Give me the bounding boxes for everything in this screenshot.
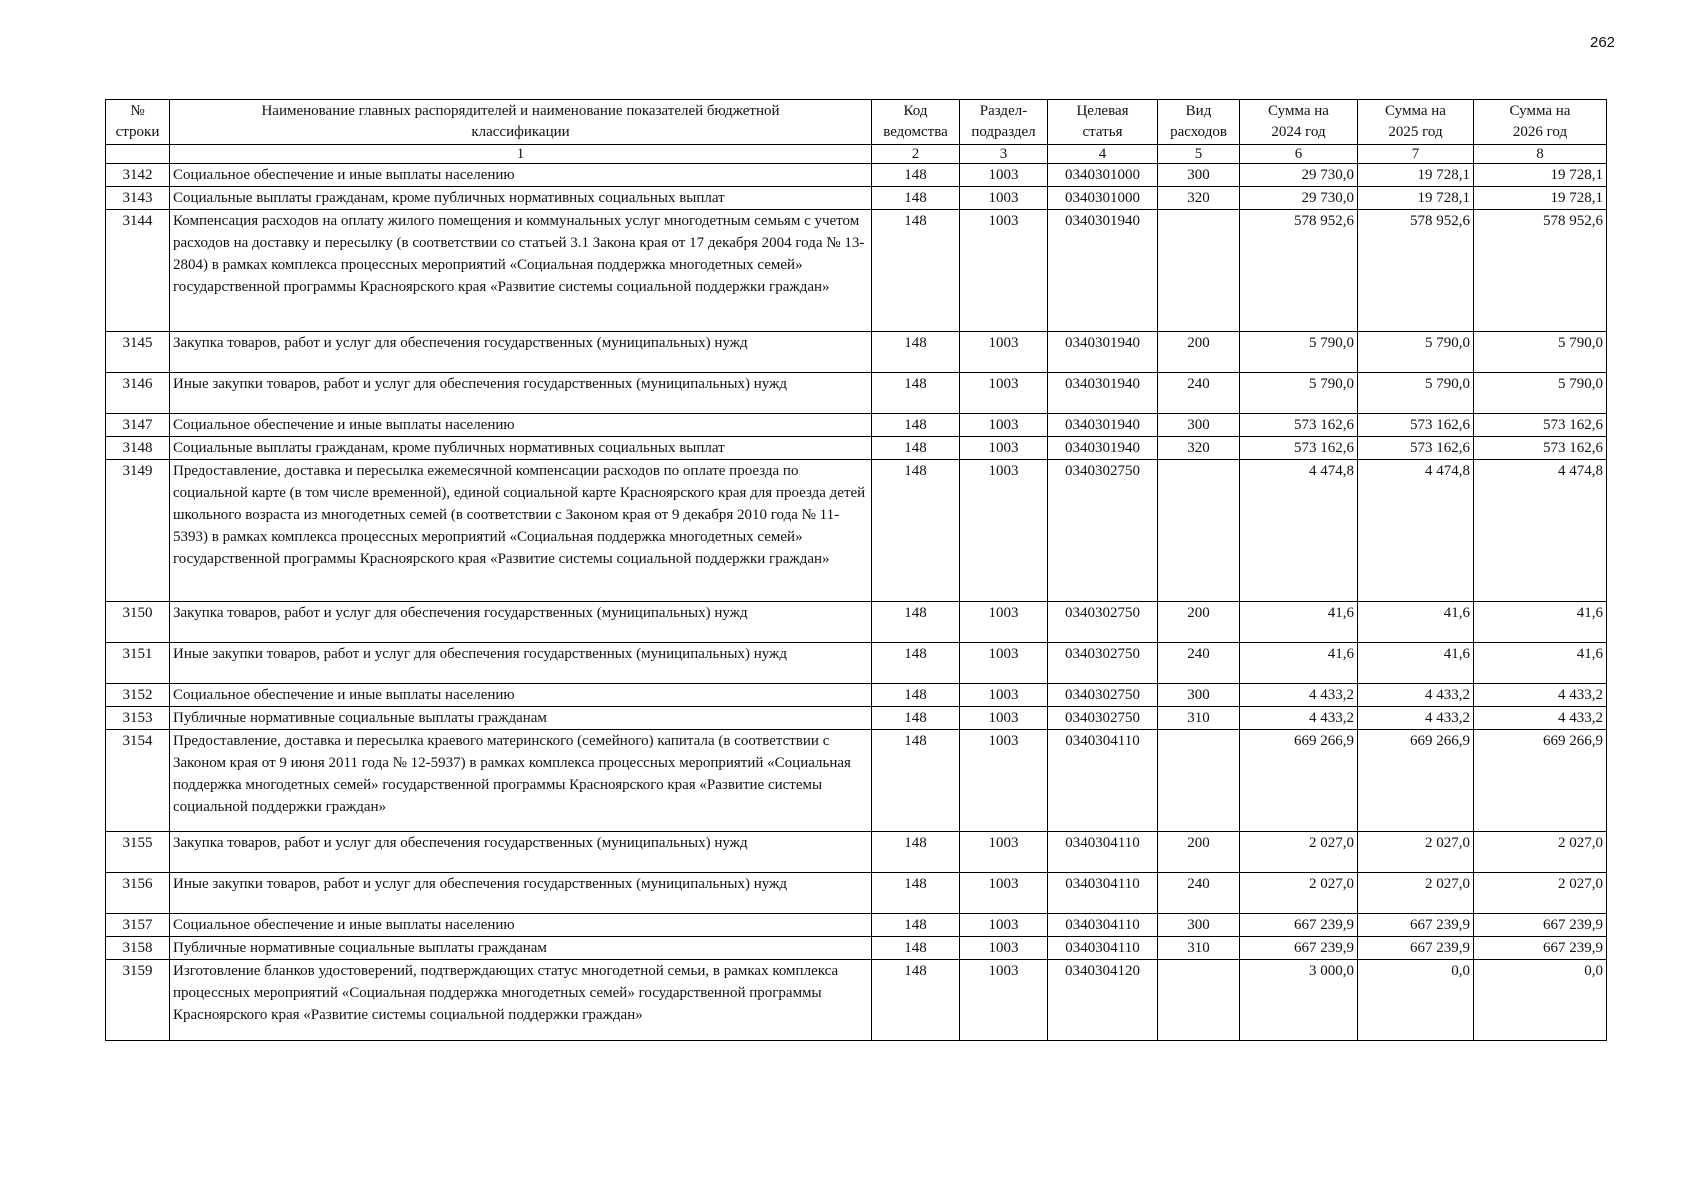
section-code: 1003: [960, 437, 1048, 460]
sum-2024: 5 790,0: [1240, 373, 1358, 414]
sum-2024: 573 162,6: [1240, 414, 1358, 437]
header-sum-2025: Сумма на 2025 год: [1358, 100, 1474, 145]
department-code: 148: [872, 873, 960, 914]
row-number: 3144: [106, 210, 170, 332]
department-code: 148: [872, 730, 960, 832]
section-code: 1003: [960, 187, 1048, 210]
section-code: 1003: [960, 730, 1048, 832]
expense-type: 200: [1158, 832, 1240, 873]
column-number-cell: 2: [872, 145, 960, 164]
target-article: 0340301000: [1048, 164, 1158, 187]
sum-2026: 5 790,0: [1474, 332, 1607, 373]
expense-type: 240: [1158, 873, 1240, 914]
sum-2026: 667 239,9: [1474, 914, 1607, 937]
row-number: 3159: [106, 960, 170, 1041]
target-article: 0340302750: [1048, 684, 1158, 707]
sum-2026: 4 433,2: [1474, 684, 1607, 707]
sum-2024: 667 239,9: [1240, 937, 1358, 960]
expense-type: 240: [1158, 373, 1240, 414]
section-code: 1003: [960, 164, 1048, 187]
department-code: 148: [872, 437, 960, 460]
section-code: 1003: [960, 414, 1048, 437]
section-code: 1003: [960, 684, 1048, 707]
row-name: Публичные нормативные социальные выплаты гражданам: [170, 937, 872, 960]
table-row: [106, 602, 1607, 643]
table-row: [106, 937, 1607, 960]
table-row: [106, 210, 1607, 332]
sum-2026: 2 027,0: [1474, 832, 1607, 873]
sum-2025: 41,6: [1358, 643, 1474, 684]
department-code: 148: [872, 332, 960, 373]
table-row: [106, 373, 1607, 414]
table-row: [106, 414, 1607, 437]
department-code: 148: [872, 210, 960, 332]
department-code: 148: [872, 187, 960, 210]
department-code: 148: [872, 164, 960, 187]
sum-2024: 3 000,0: [1240, 960, 1358, 1041]
table-header: [106, 100, 1607, 164]
sum-2025: 573 162,6: [1358, 437, 1474, 460]
row-name: Социальное обеспечение и иные выплаты населению: [170, 414, 872, 437]
target-article: 0340304110: [1048, 730, 1158, 832]
table-row: [106, 460, 1607, 602]
table-row: [106, 684, 1607, 707]
expense-type: 200: [1158, 602, 1240, 643]
sum-2025: 19 728,1: [1358, 164, 1474, 187]
table-row: [106, 437, 1607, 460]
department-code: 148: [872, 460, 960, 602]
sum-2025: 0,0: [1358, 960, 1474, 1041]
table-row: [106, 187, 1607, 210]
sum-2025: 667 239,9: [1358, 937, 1474, 960]
department-code: 148: [872, 414, 960, 437]
section-code: 1003: [960, 210, 1048, 332]
column-number-cell: 1: [170, 145, 872, 164]
sum-2026: 4 433,2: [1474, 707, 1607, 730]
header-target-article: Целевая статья: [1048, 100, 1158, 145]
row-number: 3146: [106, 373, 170, 414]
department-code: 148: [872, 643, 960, 684]
row-number: 3154: [106, 730, 170, 832]
department-code: 148: [872, 937, 960, 960]
department-code: 148: [872, 684, 960, 707]
sum-2025: 41,6: [1358, 602, 1474, 643]
department-code: 148: [872, 960, 960, 1041]
sum-2025: 4 433,2: [1358, 707, 1474, 730]
row-name: Предоставление, доставка и пересылка краевого материнского (семейного) капитала (в соответствии с Законом края от 9 июня 2011 года № 12-5937) в рамках комплекса процессных мероприятий «Социальная поддержка многодетных семей» государственной программы Красноярского края «Развитие системы социальной поддержки граждан»: [170, 730, 872, 832]
table-row: [106, 960, 1607, 1041]
sum-2024: 2 027,0: [1240, 832, 1358, 873]
expense-type: 320: [1158, 437, 1240, 460]
row-number: 3147: [106, 414, 170, 437]
expense-type: 300: [1158, 164, 1240, 187]
row-number: 3150: [106, 602, 170, 643]
expense-type: 300: [1158, 414, 1240, 437]
section-code: 1003: [960, 602, 1048, 643]
sum-2026: 669 266,9: [1474, 730, 1607, 832]
sum-2025: 578 952,6: [1358, 210, 1474, 332]
sum-2026: 41,6: [1474, 602, 1607, 643]
target-article: 0340301940: [1048, 373, 1158, 414]
sum-2026: 41,6: [1474, 643, 1607, 684]
sum-2024: 41,6: [1240, 643, 1358, 684]
row-number: 3152: [106, 684, 170, 707]
department-code: 148: [872, 914, 960, 937]
column-number-row: [106, 145, 1607, 164]
table-row: [106, 832, 1607, 873]
target-article: 0340304110: [1048, 937, 1158, 960]
sum-2025: 5 790,0: [1358, 332, 1474, 373]
expense-type: 310: [1158, 937, 1240, 960]
row-name: Закупка товаров, работ и услуг для обеспечения государственных (муниципальных) нужд: [170, 602, 872, 643]
row-number: 3151: [106, 643, 170, 684]
table-row: [106, 164, 1607, 187]
section-code: 1003: [960, 960, 1048, 1041]
section-code: 1003: [960, 937, 1048, 960]
column-number-cell: 8: [1474, 145, 1607, 164]
row-name: Социальное обеспечение и иные выплаты населению: [170, 684, 872, 707]
section-code: 1003: [960, 707, 1048, 730]
sum-2025: 4 433,2: [1358, 684, 1474, 707]
section-code: 1003: [960, 873, 1048, 914]
row-name: Публичные нормативные социальные выплаты гражданам: [170, 707, 872, 730]
section-code: 1003: [960, 373, 1048, 414]
column-number-cell: 4: [1048, 145, 1158, 164]
sum-2024: 578 952,6: [1240, 210, 1358, 332]
sum-2026: 4 474,8: [1474, 460, 1607, 602]
section-code: 1003: [960, 914, 1048, 937]
section-code: 1003: [960, 332, 1048, 373]
department-code: 148: [872, 832, 960, 873]
sum-2024: 29 730,0: [1240, 187, 1358, 210]
target-article: 0340302750: [1048, 643, 1158, 684]
row-number: 3142: [106, 164, 170, 187]
table-row: [106, 707, 1607, 730]
expense-type: 310: [1158, 707, 1240, 730]
sum-2025: 669 266,9: [1358, 730, 1474, 832]
column-number-cell: [106, 145, 170, 164]
section-code: 1003: [960, 643, 1048, 684]
row-number: 3153: [106, 707, 170, 730]
expense-type: [1158, 960, 1240, 1041]
header-section: Раздел- подраздел: [960, 100, 1048, 145]
sum-2026: 667 239,9: [1474, 937, 1607, 960]
target-article: 0340304110: [1048, 873, 1158, 914]
sum-2026: 5 790,0: [1474, 373, 1607, 414]
row-number: 3148: [106, 437, 170, 460]
sum-2026: 2 027,0: [1474, 873, 1607, 914]
row-name: Социальное обеспечение и иные выплаты населению: [170, 164, 872, 187]
table-row: [106, 643, 1607, 684]
row-name: Социальные выплаты гражданам, кроме публичных нормативных социальных выплат: [170, 187, 872, 210]
department-code: 148: [872, 602, 960, 643]
target-article: 0340304110: [1048, 914, 1158, 937]
header-sum-2024: Сумма на 2024 год: [1240, 100, 1358, 145]
sum-2024: 667 239,9: [1240, 914, 1358, 937]
expense-type: [1158, 210, 1240, 332]
header-sum-2026: Сумма на 2026 год: [1474, 100, 1607, 145]
target-article: 0340304110: [1048, 832, 1158, 873]
expense-type: 320: [1158, 187, 1240, 210]
sum-2025: 573 162,6: [1358, 414, 1474, 437]
sum-2024: 41,6: [1240, 602, 1358, 643]
table-row: [106, 914, 1607, 937]
expense-type: 300: [1158, 684, 1240, 707]
sum-2024: 4 433,2: [1240, 684, 1358, 707]
expense-type: 300: [1158, 914, 1240, 937]
target-article: 0340302750: [1048, 707, 1158, 730]
sum-2025: 5 790,0: [1358, 373, 1474, 414]
row-name: Иные закупки товаров, работ и услуг для обеспечения государственных (муниципальных) нужд: [170, 373, 872, 414]
target-article: 0340301940: [1048, 210, 1158, 332]
row-number: 3145: [106, 332, 170, 373]
table-row: [106, 873, 1607, 914]
department-code: 148: [872, 707, 960, 730]
row-name: Иные закупки товаров, работ и услуг для обеспечения государственных (муниципальных) нужд: [170, 643, 872, 684]
target-article: 0340301940: [1048, 414, 1158, 437]
sum-2025: 667 239,9: [1358, 914, 1474, 937]
expense-type: [1158, 460, 1240, 602]
row-number: 3143: [106, 187, 170, 210]
row-number: 3158: [106, 937, 170, 960]
sum-2025: 19 728,1: [1358, 187, 1474, 210]
sum-2025: 4 474,8: [1358, 460, 1474, 602]
sum-2024: 4 474,8: [1240, 460, 1358, 602]
sum-2024: 5 790,0: [1240, 332, 1358, 373]
sum-2026: 573 162,6: [1474, 414, 1607, 437]
row-number: 3149: [106, 460, 170, 602]
header-row: [106, 100, 1607, 145]
target-article: 0340302750: [1048, 460, 1158, 602]
sum-2026: 0,0: [1474, 960, 1607, 1041]
target-article: 0340301000: [1048, 187, 1158, 210]
header-department-code: Код ведомства: [872, 100, 960, 145]
sum-2025: 2 027,0: [1358, 832, 1474, 873]
department-code: 148: [872, 373, 960, 414]
budget-table: [105, 99, 1607, 1041]
header-expense-type: Вид расходов: [1158, 100, 1240, 145]
sum-2024: 573 162,6: [1240, 437, 1358, 460]
column-number-cell: 6: [1240, 145, 1358, 164]
header-name: Наименование главных распорядителей и наименование показателей бюджетной классификации: [170, 100, 872, 145]
row-name: Закупка товаров, работ и услуг для обеспечения государственных (муниципальных) нужд: [170, 332, 872, 373]
sum-2026: 573 162,6: [1474, 437, 1607, 460]
row-number: 3157: [106, 914, 170, 937]
sum-2025: 2 027,0: [1358, 873, 1474, 914]
row-name: Закупка товаров, работ и услуг для обеспечения государственных (муниципальных) нужд: [170, 832, 872, 873]
expense-type: [1158, 730, 1240, 832]
table-body: [106, 164, 1607, 1041]
column-number-cell: 3: [960, 145, 1048, 164]
sum-2024: 4 433,2: [1240, 707, 1358, 730]
sum-2024: 29 730,0: [1240, 164, 1358, 187]
section-code: 1003: [960, 832, 1048, 873]
expense-type: 200: [1158, 332, 1240, 373]
row-name: Изготовление бланков удостоверений, подтверждающих статус многодетной семьи, в рамках комплекса процессных мероприятий «Социальная поддержка многодетных семей» государственной программы Красноярского края «Развитие системы социальной поддержки граждан»: [170, 960, 872, 1041]
row-name: Иные закупки товаров, работ и услуг для обеспечения государственных (муниципальных) нужд: [170, 873, 872, 914]
column-number-cell: 7: [1358, 145, 1474, 164]
target-article: 0340301940: [1048, 332, 1158, 373]
section-code: 1003: [960, 460, 1048, 602]
row-name: Социальное обеспечение и иные выплаты населению: [170, 914, 872, 937]
page-number: 262: [1590, 34, 1616, 51]
sum-2024: 2 027,0: [1240, 873, 1358, 914]
row-name: Компенсация расходов на оплату жилого помещения и коммунальных услуг многодетным семьям с учетом расходов на доставку и пересылку (в соответствии со статьей 3.1 Закона края от 17 декабря 2004 года № 13-2804) в рамках комплекса процессных мероприятий «Социальная поддержка многодетных семей» государственной программы Красноярского края «Развитие системы социальной поддержки граждан»: [170, 210, 872, 332]
table-row: [106, 730, 1607, 832]
sum-2026: 578 952,6: [1474, 210, 1607, 332]
row-name: Предоставление, доставка и пересылка ежемесячной компенсации расходов по оплате проезда по социальной карте (в том числе временной), единой социальной карте Красноярского края для проезда детей школьного возраста из многодетных семей (в соответствии с Законом края от 9 декабря 2010 года № 11-5393) в рамках комплекса процессных мероприятий «Социальная поддержка многодетных семей» государственной программы Красноярского края «Развитие системы социальной поддержки граждан»: [170, 460, 872, 602]
row-number: 3155: [106, 832, 170, 873]
target-article: 0340302750: [1048, 602, 1158, 643]
table-row: [106, 332, 1607, 373]
expense-type: 240: [1158, 643, 1240, 684]
header-row-number: № строки: [106, 100, 170, 145]
row-number: 3156: [106, 873, 170, 914]
target-article: 0340304120: [1048, 960, 1158, 1041]
column-number-cell: 5: [1158, 145, 1240, 164]
sum-2026: 19 728,1: [1474, 164, 1607, 187]
sum-2026: 19 728,1: [1474, 187, 1607, 210]
sum-2024: 669 266,9: [1240, 730, 1358, 832]
row-name: Социальные выплаты гражданам, кроме публичных нормативных социальных выплат: [170, 437, 872, 460]
target-article: 0340301940: [1048, 437, 1158, 460]
